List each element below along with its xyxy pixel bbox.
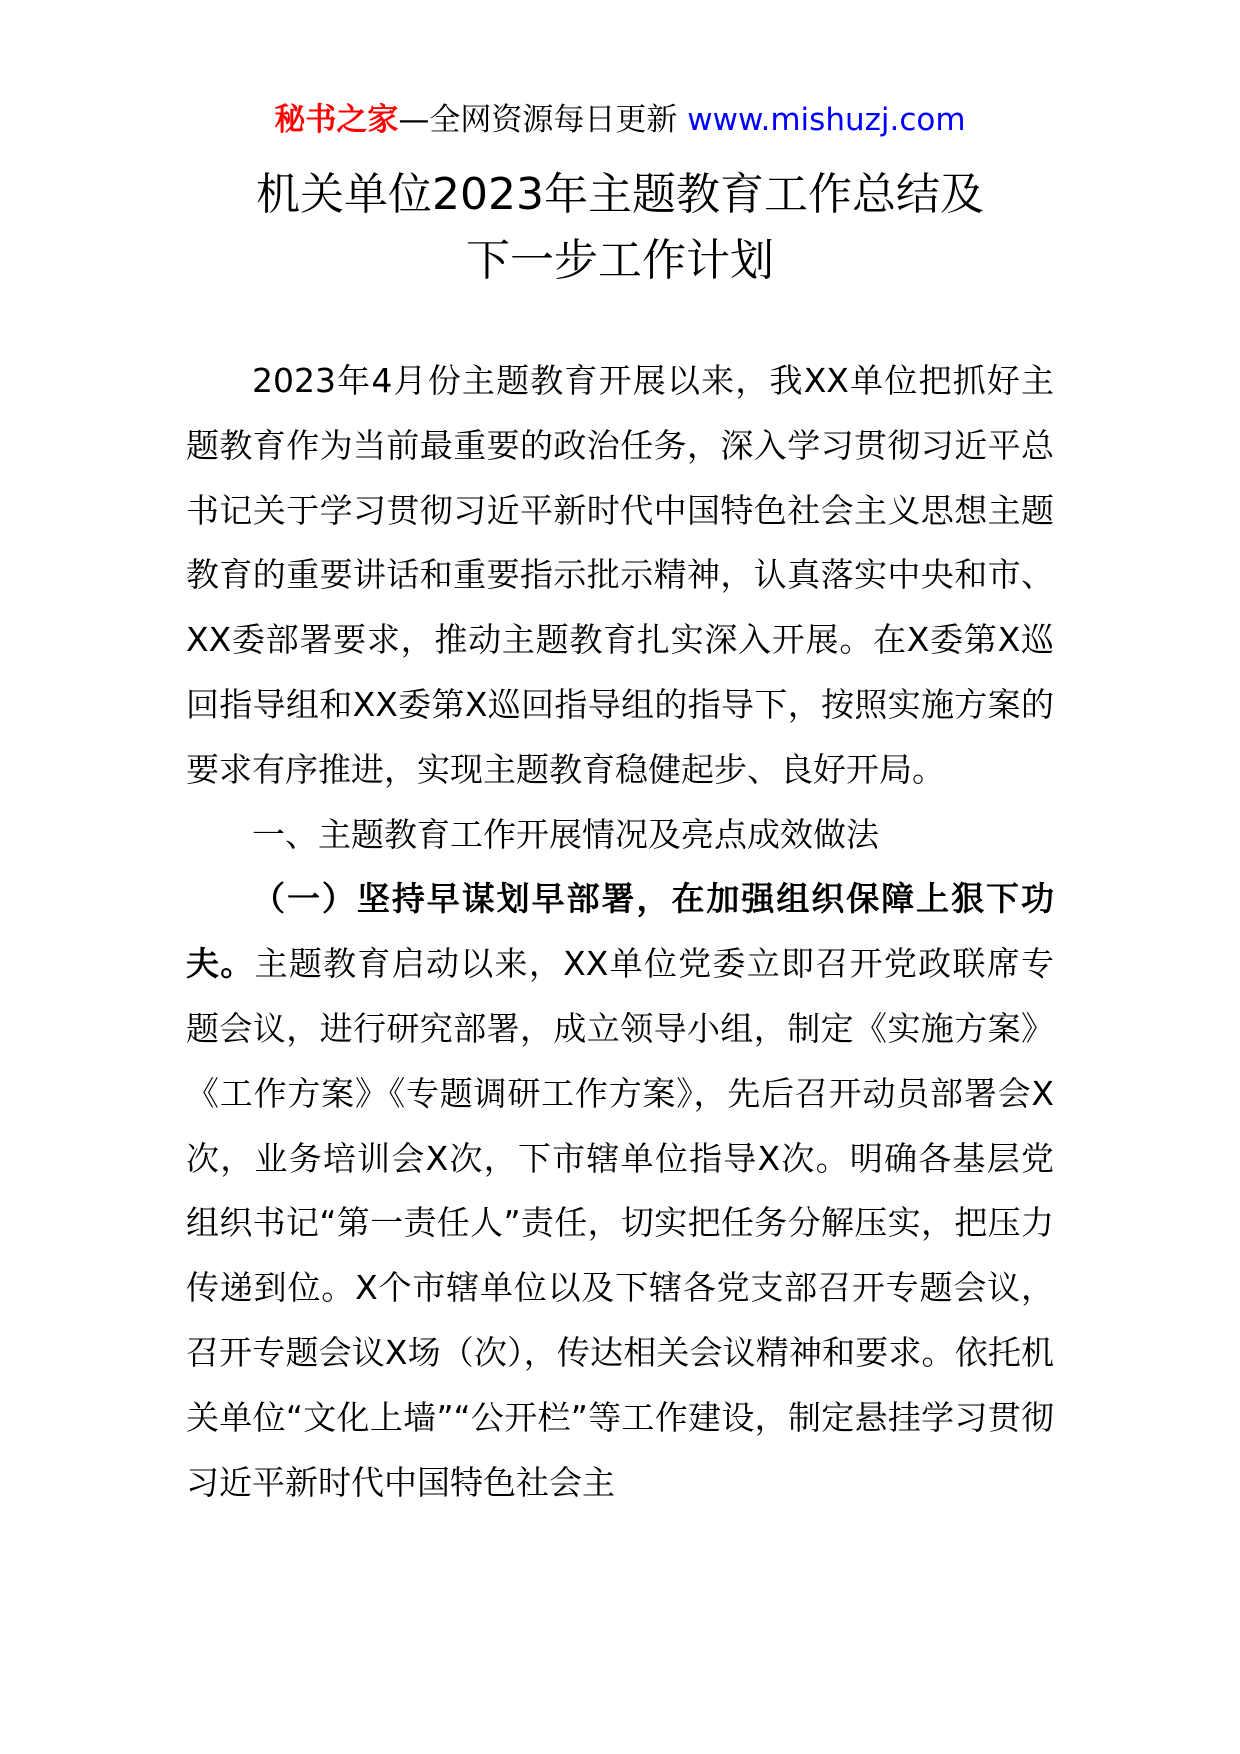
subsection-body: 主题教育启动以来，XX单位党委立即召开党政联席专题会议，进行研究部署，成立领导小组，制定《实施方案》《工作方案》《专题调研工作方案》，先后召开动员部署会X次，业务培训会X次，下市辖单位指导X次。明确各基层党组织书记“第一责任人”责任，切实把任务分解压实，把压力传递到位。X个市辖单位以及下辖各党支部召开专题会议，召开专题会议X场（次），传达相关会议精神和要求。依托机关单位“文化上墙”“公开栏”等工作建设，制定悬挂学习贯彻习近平新时代中国特色社会主 <box>186 944 1055 1502</box>
watermark-tagline: —全网资源每日更新 <box>398 102 678 138</box>
document-title <box>0 162 1240 294</box>
document-body <box>186 349 1054 1515</box>
watermark-header <box>0 100 1240 140</box>
watermark-url: www.mishuzj.com <box>687 102 966 138</box>
watermark-brand: 秘书之家 <box>274 102 399 138</box>
subsection-paragraph <box>186 867 1054 1515</box>
title-line-2: 下一步工作计划 <box>466 235 774 286</box>
subsection-lead: （一）坚持早谋划早部署，在加强组织保障上狠下功夫。 <box>186 879 1054 984</box>
section-heading: 一、主题教育工作开展情况及亮点成效做法 <box>252 814 879 854</box>
intro-paragraph: 2023年4月份主题教育开展以来，我XX单位把抓好主题教育作为当前最重要的政治任务，深入学习贯彻习近平总书记关于学习贯彻习近平新时代中国特色社会主义思想主题教育的重要讲话和重要指示批示精神，认真落实中央和市、XX委部署要求，推动主题教育扎实深入开展。在X委第X巡回指导组和XX委第X巡回指导组的指导下，按照实施方案的要求有序推进，实现主题教育稳健起步、良好开局。 <box>186 361 1054 789</box>
title-line-1: 机关单位2023年主题教育工作总结及 <box>256 169 984 220</box>
